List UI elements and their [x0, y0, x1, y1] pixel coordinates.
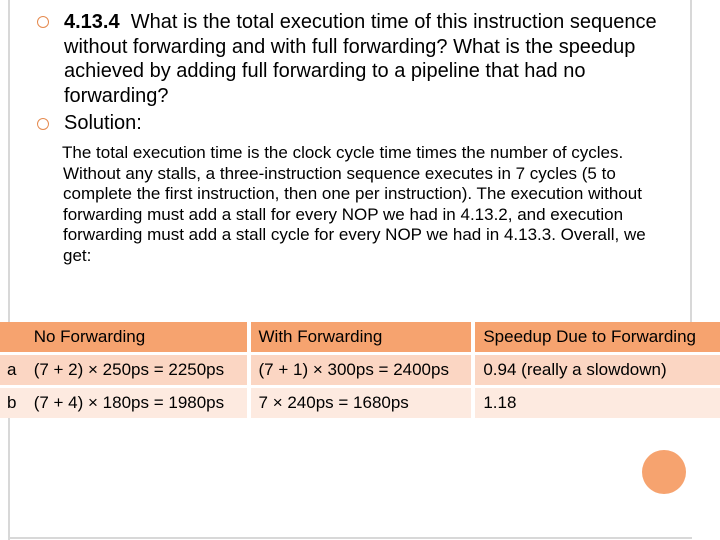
question-bullet [64, 10, 664, 108]
table-cell: 0.94 (really a slowdown) [473, 354, 720, 387]
right-frame-rule [690, 0, 692, 322]
table-cell: (7 + 4) × 180ps = 1980ps [26, 387, 249, 419]
table-cell: a [0, 354, 26, 387]
table-row [0, 354, 720, 387]
solution-paragraph: The total execution time is the clock cycle time times the number of cycles. Without any stalls, a three-instruction sequence executes in 7 cycles (5 to complete the first instruction, then one per instruction). The execution without forwarding must add a stall for every NOP we had in 4.13.2, and execution forwarding must add a stall cycle for every NOP we had in 4.13.3. Overall, we get: [62, 143, 646, 265]
decorative-circle [642, 450, 686, 494]
table-cell: 7 × 240ps = 1680ps [249, 387, 474, 419]
table-cell: (7 + 2) × 250ps = 2250ps [26, 354, 249, 387]
header-cell [0, 322, 26, 354]
bullet-icon [37, 118, 49, 130]
left-frame-rule [8, 0, 10, 540]
results-table [0, 322, 720, 418]
header-cell: Speedup Due to Forwarding [473, 322, 720, 354]
table-row [0, 387, 720, 419]
solution-label: Solution: [64, 112, 142, 134]
header-cell: No Forwarding [26, 322, 249, 354]
bullet-icon [37, 16, 49, 28]
table-cell: b [0, 387, 26, 419]
question-text: What is the total execution time of this instruction sequence without forwarding and with full forwarding? What is the speedup achieved by adding full forwarding to a pipeline that had no forwarding? [64, 11, 657, 107]
question-number: 4.13.4 [64, 11, 120, 33]
table-header-row [0, 322, 720, 354]
table-cell: (7 + 1) × 300ps = 2400ps [249, 354, 474, 387]
table-cell: 1.18 [473, 387, 720, 419]
bottom-frame-rule [8, 537, 692, 539]
header-cell: With Forwarding [249, 322, 474, 354]
